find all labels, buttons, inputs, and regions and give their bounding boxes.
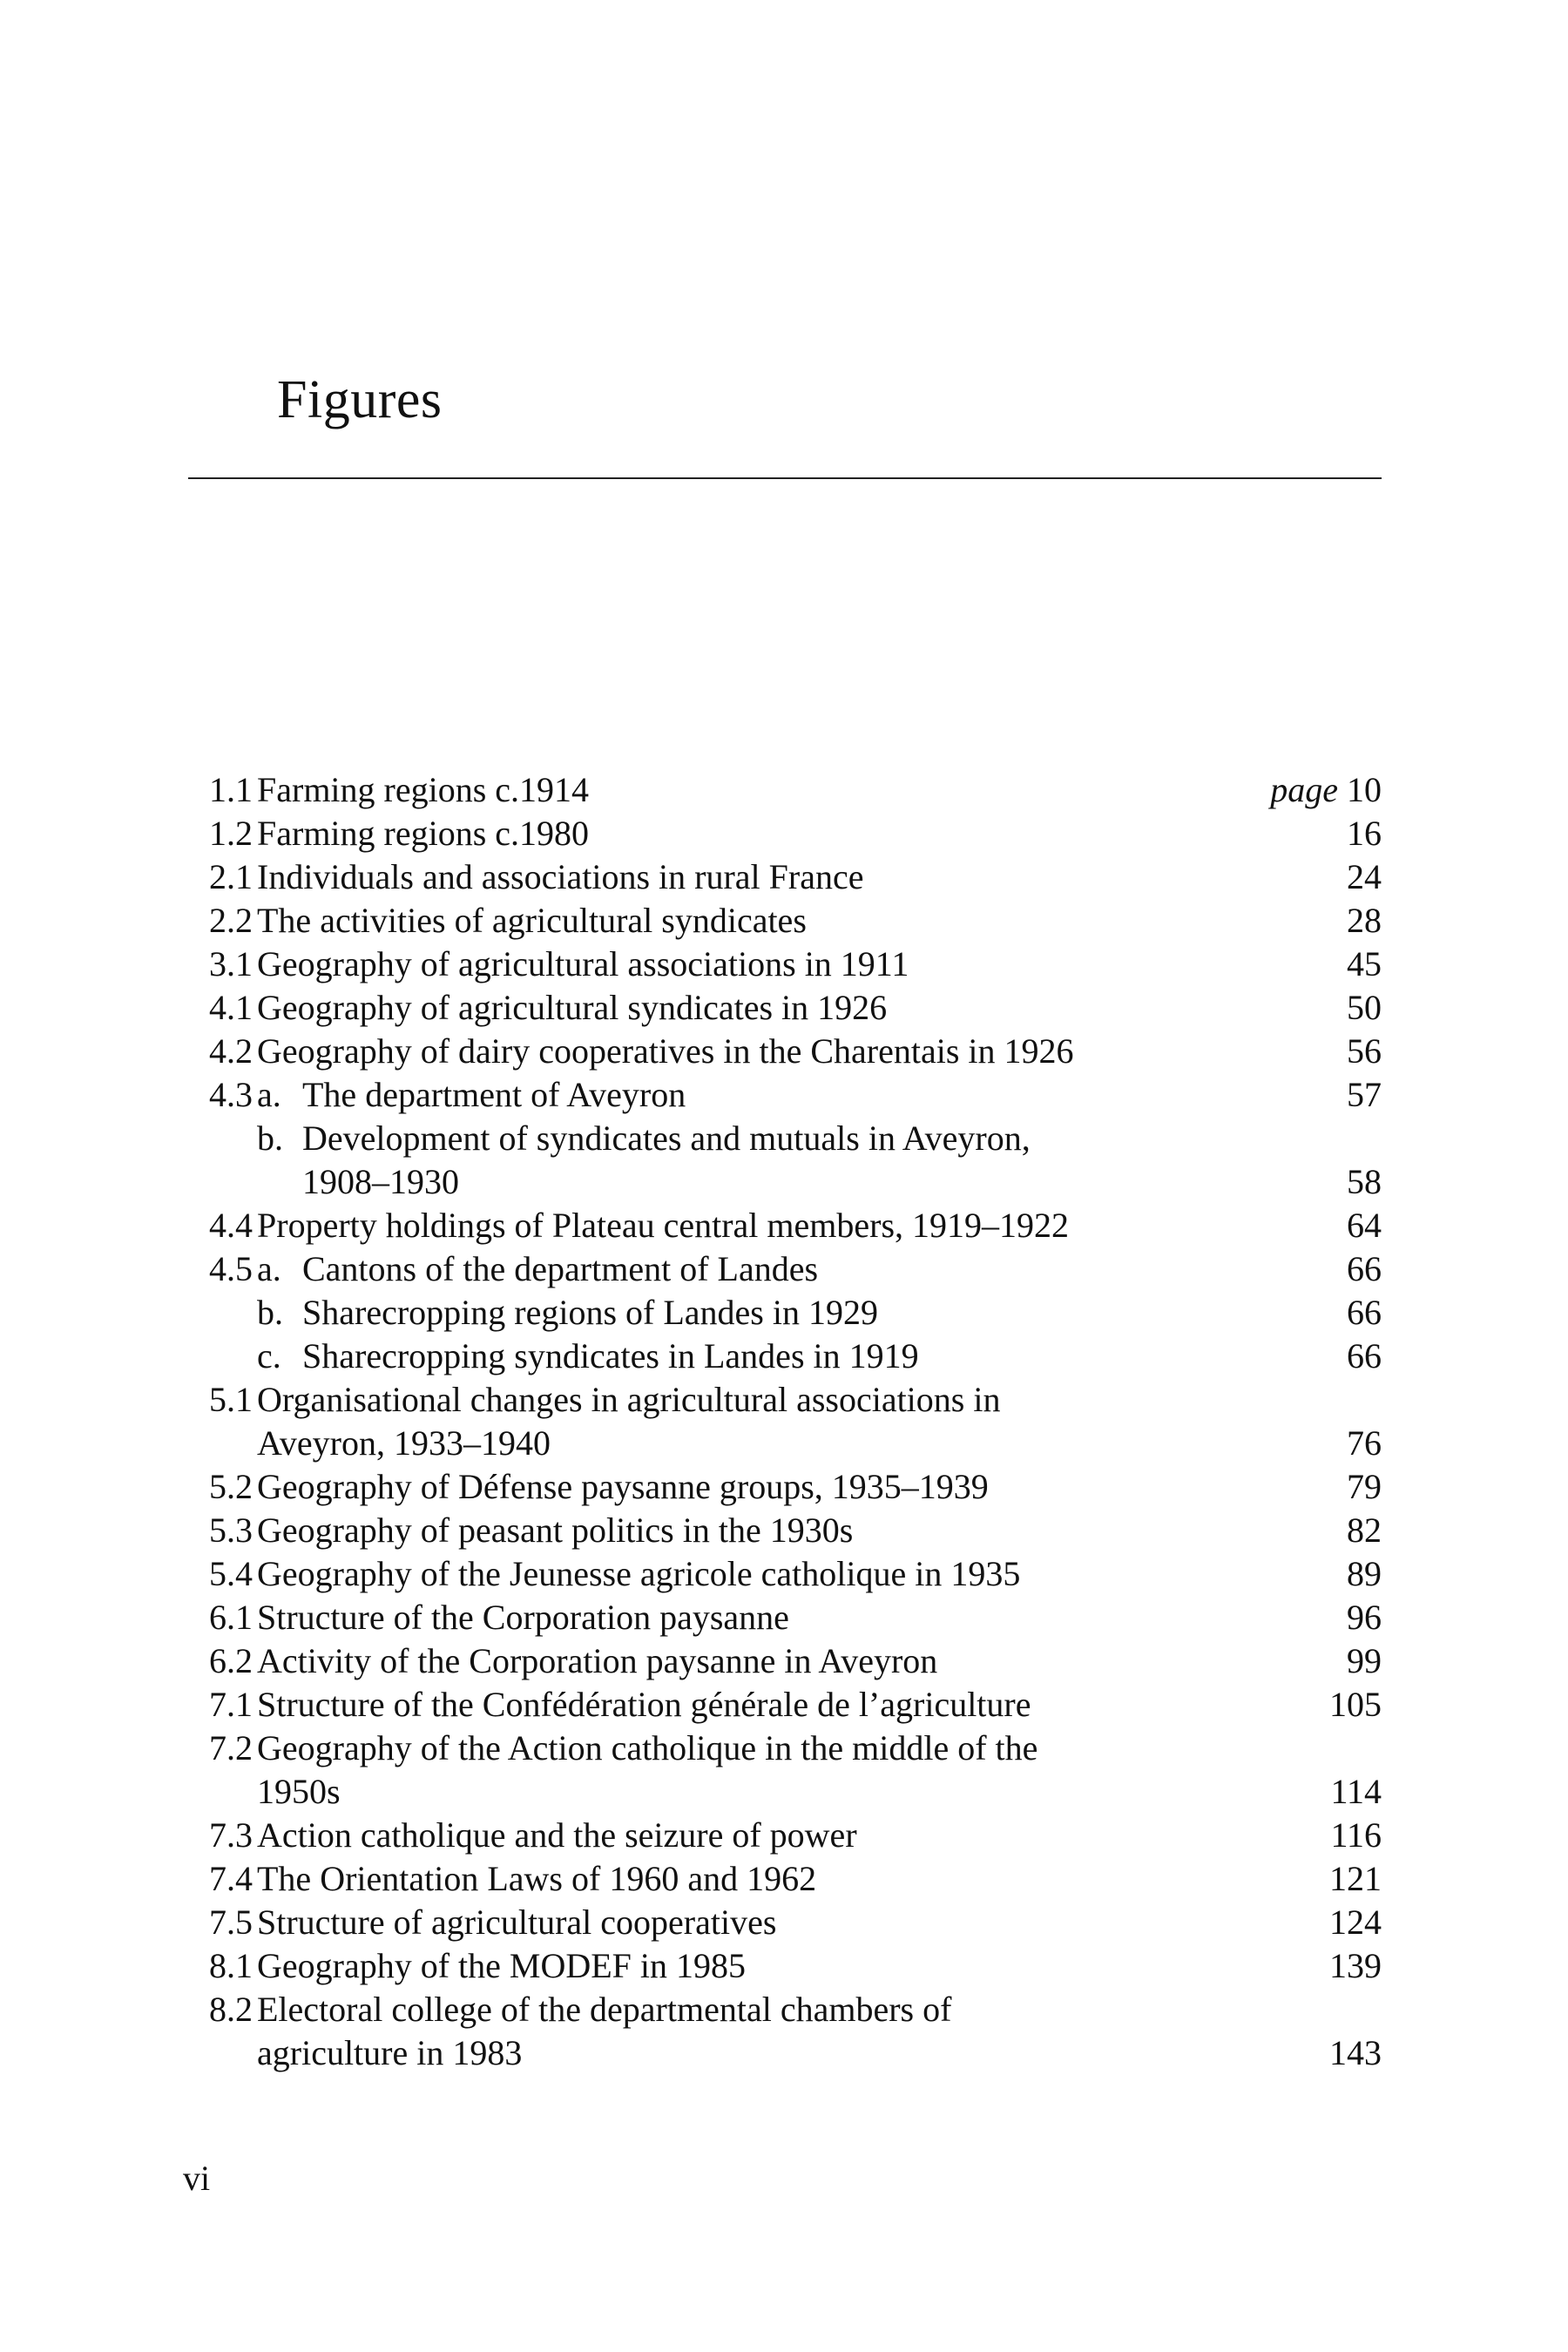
figure-title: Organisational changes in agricultural associations in: [257, 1380, 1001, 1419]
figure-sub-letter: c.: [257, 1336, 281, 1375]
figure-sub-letter: a.: [257, 1075, 281, 1114]
figure-page-number: [1347, 812, 1382, 855]
page-value: 121: [1329, 1859, 1382, 1898]
figure-entry: [183, 1335, 1382, 1378]
page-value: 139: [1329, 1946, 1382, 1985]
figure-entry: [183, 1073, 1382, 1117]
figure-page-number: [1347, 1552, 1382, 1596]
figure-number: 6.1: [209, 1598, 253, 1637]
figure-title: Geography of dairy cooperatives in the Charentais in 1926: [257, 1031, 1074, 1071]
figure-page-number: [1329, 2031, 1382, 2075]
figure-number: 5.2: [209, 1467, 253, 1506]
figure-title-continuation: Aveyron, 1933–1940: [257, 1423, 551, 1463]
page-value: 28: [1347, 901, 1382, 940]
figure-entry: [183, 855, 1382, 899]
figure-entry: [183, 1814, 1382, 1857]
page-folio: vi: [183, 2159, 211, 2198]
figure-title: The department of Aveyron: [302, 1075, 686, 1114]
figure-title: Activity of the Corporation paysanne in Aveyron: [257, 1641, 938, 1680]
figure-page-number: [1347, 1639, 1382, 1683]
page-value: 114: [1330, 1772, 1382, 1811]
figure-page-number: [1347, 986, 1382, 1030]
title-rule: [188, 477, 1382, 479]
figure-number: 8.1: [209, 1946, 253, 1985]
figure-number: 3.1: [209, 944, 253, 983]
figure-title: Geography of agricultural associations in 1911: [257, 944, 909, 983]
page-value: 79: [1347, 1467, 1382, 1506]
figure-number: 1.2: [209, 814, 253, 853]
page-value: 10: [1347, 770, 1382, 809]
page-value: 50: [1347, 988, 1382, 1027]
figure-entry-continuation: [183, 1160, 1382, 1204]
figure-page-number: [1347, 1509, 1382, 1552]
figure-sub-letter: b.: [257, 1119, 283, 1158]
figure-number: 2.2: [209, 901, 253, 940]
figure-entry: [183, 1291, 1382, 1335]
figure-number: 4.1: [209, 988, 253, 1027]
figure-title: Geography of the MODEF in 1985: [257, 1946, 747, 1985]
figure-entry: [183, 812, 1382, 855]
figure-title: Geography of agricultural syndicates in 1926: [257, 988, 888, 1027]
figure-entry: [183, 899, 1382, 943]
figure-title: Geography of the Jeunesse agricole catholique in 1935: [257, 1554, 1021, 1593]
page-value: 66: [1347, 1249, 1382, 1288]
figure-page-number: [1329, 1683, 1382, 1727]
figure-entry: [183, 1509, 1382, 1552]
figure-page-number: [1347, 1596, 1382, 1639]
figure-entry: [183, 1378, 1382, 1422]
figure-page-number: [1347, 1422, 1382, 1465]
figure-number: 2.1: [209, 857, 253, 896]
figure-title: Sharecropping regions of Landes in 1929: [302, 1293, 878, 1332]
figure-number: 5.4: [209, 1554, 253, 1593]
figure-page-number: [1330, 1814, 1382, 1857]
figure-number: 7.5: [209, 1903, 253, 1942]
figure-page-number: [1347, 1073, 1382, 1117]
page-value: 99: [1347, 1641, 1382, 1680]
figure-title-continuation: 1908–1930: [302, 1162, 459, 1201]
page-value: 24: [1347, 857, 1382, 896]
figure-number: 5.1: [209, 1380, 253, 1419]
figure-entry: [183, 986, 1382, 1030]
figure-title: Farming regions c.1914: [257, 770, 590, 809]
page-value: 96: [1347, 1598, 1382, 1637]
figure-page-number: [1329, 1901, 1382, 1944]
figure-page-number: [1347, 1335, 1382, 1378]
page-value: 56: [1347, 1031, 1382, 1071]
figure-title-continuation: 1950s: [257, 1772, 341, 1811]
figure-title: Farming regions c.1980: [257, 814, 590, 853]
figure-page-number: [1347, 1247, 1382, 1291]
figure-entry: [183, 1117, 1382, 1160]
figure-sub-letter: a.: [257, 1249, 281, 1288]
figure-title: Geography of the Action catholique in the middle of the: [257, 1728, 1038, 1767]
page-value: 76: [1347, 1423, 1382, 1463]
figure-entry: [183, 943, 1382, 986]
figure-entry: [183, 1247, 1382, 1291]
figure-page-number: [1270, 768, 1382, 812]
figure-title: Action catholique and the seizure of power: [257, 1815, 857, 1855]
page-value: 66: [1347, 1293, 1382, 1332]
figure-entry: [183, 1596, 1382, 1639]
figure-entry: [183, 1552, 1382, 1596]
figure-number: 4.2: [209, 1031, 253, 1071]
figure-number: 4.5: [209, 1249, 253, 1288]
page-value: 58: [1347, 1162, 1382, 1201]
page-label: page: [1270, 770, 1338, 809]
page-value: 66: [1347, 1336, 1382, 1375]
figure-number: 7.3: [209, 1815, 253, 1855]
figure-entry: [183, 1683, 1382, 1727]
figure-page-number: [1329, 1944, 1382, 1988]
figure-number: 4.3: [209, 1075, 253, 1114]
figure-page-number: [1347, 1465, 1382, 1509]
figure-entry: [183, 1204, 1382, 1247]
figure-page-number: [1329, 1857, 1382, 1901]
figure-title: Geography of Défense paysanne groups, 1935–1939: [257, 1467, 989, 1506]
figure-sub-letter: b.: [257, 1293, 283, 1332]
figure-entry: [183, 768, 1382, 812]
page-value: 116: [1330, 1815, 1382, 1855]
figure-page-number: [1347, 1291, 1382, 1335]
figure-number: 7.4: [209, 1859, 253, 1898]
page-value: 124: [1329, 1903, 1382, 1942]
figure-page-number: [1347, 1204, 1382, 1247]
figure-title: Cantons of the department of Landes: [302, 1249, 819, 1288]
page-value: 57: [1347, 1075, 1382, 1114]
figure-entry-continuation: [183, 2031, 1382, 2075]
figure-list: [183, 768, 1382, 2075]
page-value: 82: [1347, 1511, 1382, 1550]
figure-page-number: [1347, 899, 1382, 943]
page-value: 64: [1347, 1206, 1382, 1245]
figure-page-number: [1330, 1770, 1382, 1814]
figure-entry: [183, 1901, 1382, 1944]
figure-title: Structure of the Confédération générale de l’agriculture: [257, 1685, 1031, 1724]
figure-page-number: [1347, 943, 1382, 986]
figure-number: 5.3: [209, 1511, 253, 1550]
figure-number: 8.2: [209, 1990, 253, 2029]
figure-number: 1.1: [209, 770, 253, 809]
figure-entry: [183, 1944, 1382, 1988]
figure-title: Electoral college of the departmental chambers of: [257, 1990, 952, 2029]
figure-entry-continuation: [183, 1770, 1382, 1814]
page-value: 45: [1347, 944, 1382, 983]
page-value: 89: [1347, 1554, 1382, 1593]
page-title: Figures: [277, 370, 443, 429]
page-value: 105: [1329, 1685, 1382, 1724]
figure-page-number: [1347, 855, 1382, 899]
figure-title: Sharecropping syndicates in Landes in 1919: [302, 1336, 919, 1375]
figure-title: Structure of agricultural cooperatives: [257, 1903, 777, 1942]
figure-page-number: [1347, 1160, 1382, 1204]
figure-number: 7.2: [209, 1728, 253, 1767]
figure-title: Geography of peasant politics in the 1930s: [257, 1511, 854, 1550]
figure-entry: [183, 1988, 1382, 2031]
figure-number: 4.4: [209, 1206, 253, 1245]
figure-title: Structure of the Corporation paysanne: [257, 1598, 789, 1637]
figure-number: 7.1: [209, 1685, 253, 1724]
figure-title: The activities of agricultural syndicates: [257, 901, 807, 940]
page-value: 16: [1347, 814, 1382, 853]
figure-entry: [183, 1030, 1382, 1073]
figure-title: Individuals and associations in rural France: [257, 857, 864, 896]
figure-entry: [183, 1857, 1382, 1901]
figure-number: 6.2: [209, 1641, 253, 1680]
figure-entry-continuation: [183, 1422, 1382, 1465]
figure-title: Property holdings of Plateau central members, 1919–1922: [257, 1206, 1070, 1245]
figure-title-continuation: agriculture in 1983: [257, 2033, 523, 2072]
figure-entry: [183, 1465, 1382, 1509]
figure-title: Development of syndicates and mutuals in Aveyron,: [302, 1119, 1031, 1158]
figure-title: The Orientation Laws of 1960 and 1962: [257, 1859, 817, 1898]
figure-entry: [183, 1727, 1382, 1770]
figure-page-number: [1347, 1030, 1382, 1073]
figure-entry: [183, 1639, 1382, 1683]
page-value: 143: [1329, 2033, 1382, 2072]
